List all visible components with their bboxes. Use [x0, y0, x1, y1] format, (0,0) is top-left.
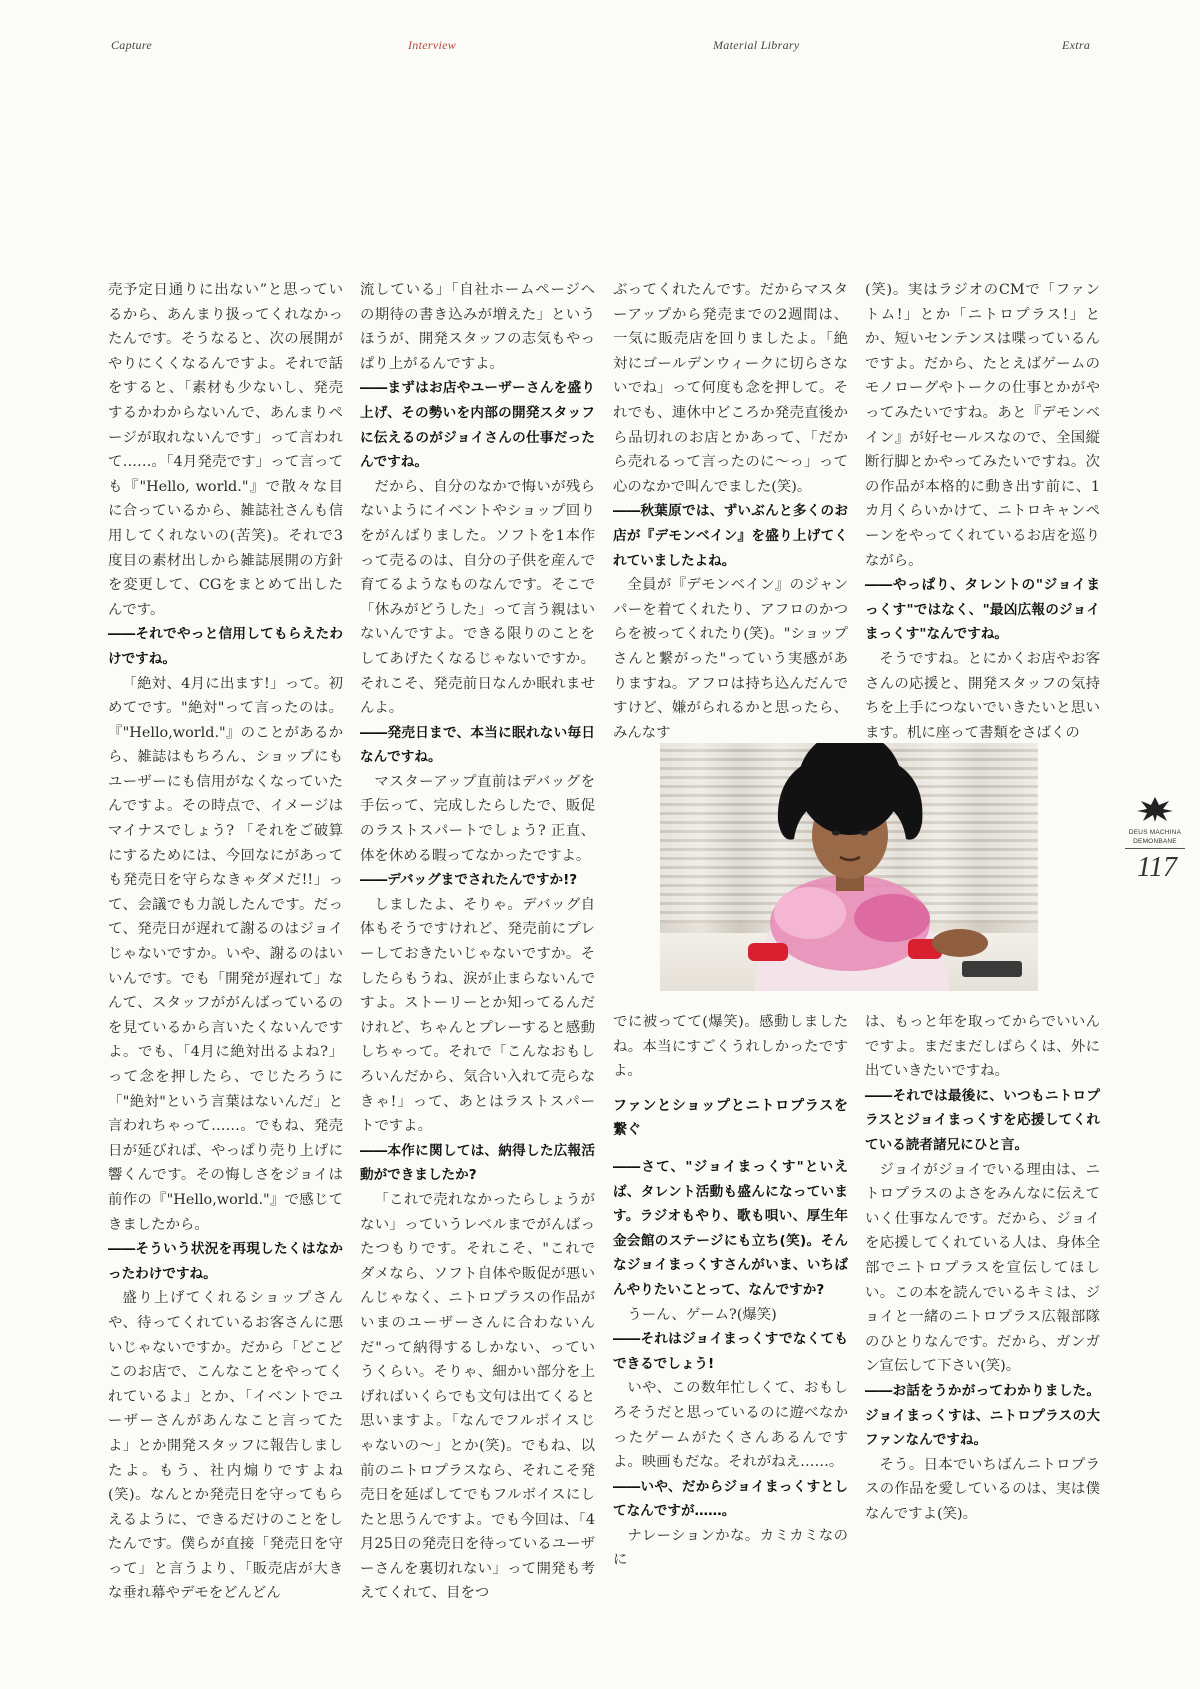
- person-figure: [660, 743, 1038, 991]
- page-number: 117: [1137, 852, 1177, 883]
- section-heading: ファンとショップとニトロプラスを繋ぐ: [613, 1097, 848, 1139]
- logo-divider: [1125, 848, 1185, 849]
- interview-paragraph: そうですね。とにかくお店やお客さんの応援と、開発スタッフの気持ちを上手につないでいきたいと思います。机に座って書類をさばくの: [865, 650, 1100, 741]
- interview-question: ――まずはお店やユーザーさんを盛り上げ、その勢いを内部の開発スタッフに伝えるのがジョイさんの仕事だったんですね。: [360, 380, 595, 471]
- nav-extra[interactable]: Extra: [1062, 38, 1091, 52]
- interview-paragraph: (笑)。実はラジオのCMで「ファントム!」とか「ニトロプラス!」とか、短いセンテンスは喋っているんですよ。だから、たとえばゲームのモノローグやトークの仕事とかがやってみたいですね。あと『デモンベイン』が好セールスなので、全国縦断行脚とかやってみたいですね。次の作品が本格的に動き出す前に、1カ月くらいかけて、ニトロキャンペーンをやってくれているお店を巡りながら。: [865, 282, 1100, 569]
- interview-question: ――それはジョイまっくすでなくてもできるでしょう!: [613, 1331, 848, 1372]
- interview-question: ――やっぱり、タレントの"ジョイまっくす"ではなく、"最凶広報のジョイまっくす"なんですね。: [865, 577, 1100, 643]
- interview-paragraph: でに被ってて(爆笑)。感動しましたね。本当にすごくうれしかったですよ。: [613, 1014, 848, 1080]
- logo-text-1: DEUS MACHINA: [1128, 829, 1182, 836]
- afro-top: [798, 743, 902, 835]
- interview-question: ――秋葉原では、ずいぶんと多くのお店が『デモンベイン』を盛り上げてくれていましたよね。: [613, 503, 848, 569]
- text-column-3-lower: [613, 1010, 848, 1573]
- interview-paragraph: しましたよ、そりゃ。デバッグ自体もそうですけれど、発売前にプレーしておきたいじゃないですか。そしたらもうね、涙が止まらないんですよ。ストーリーとか知ってるんだけれど、ちゃんとプレーすると感動しちゃって。それで「こんなおもしろいんだから、気合い入れて売らなきゃ!」って、あとはラストスパートですよ。: [360, 896, 595, 1135]
- interview-question: ――お話をうかがってわかりました。ジョイまっくすは、ニトロプラスの大ファンなんですね。: [865, 1382, 1100, 1449]
- interview-paragraph: ナレーションかな。カミカミなのに: [613, 1527, 848, 1569]
- interview-paragraph: 全員が『デモンベイン』のジャンパーを着てくれたり、アフロのかつらを被ってくれたり(笑)。"ショップさんと繋がった"っていう実感がありますね。アフロは持ち込んだんですけど、嫌がられるかと思ったら、みんなす: [613, 577, 848, 741]
- interview-question: ――デバッグまでされたんですか!?: [360, 872, 578, 889]
- nav-interview[interactable]: Interview: [408, 38, 457, 52]
- recorder-device: [962, 961, 1022, 977]
- interview-question: ――それでやっと信用してもらえたわけですね。: [108, 626, 343, 667]
- interview-paragraph: マスターアップ直前はデバッグを手伝って、完成したらしたで、販促のラストスパートでしょう? 正直、体を休める暇ってなかったですよ。: [360, 773, 595, 864]
- demonbane-emblem-icon: [1125, 795, 1185, 823]
- interview-paragraph: そう。日本でいちばんニトロプラスの作品を愛しているのは、実は僕なんですよ(笑)。: [865, 1456, 1100, 1522]
- text-column-2: [360, 278, 595, 1606]
- right-hand: [932, 929, 988, 957]
- interview-paragraph: うーん、ゲーム?(爆笑): [627, 1306, 777, 1323]
- nav-material-library[interactable]: Material Library: [713, 38, 800, 52]
- interview-question: ――それでは最後に、いつもニトロプラスとジョイまっくすを応援してくれている読者諸兄にひと言。: [865, 1087, 1100, 1153]
- interview-question: ――さて、"ジョイまっくす"といえば、タレント活動も盛んになっています。ラジオもやり、歌も唄い、厚生年金会館のステージにも立ち(笑)。そんなジョイまっくすさんがいま、いちばんやりたいことって、なんですか?: [613, 1158, 848, 1298]
- interview-paragraph: だから、自分のなかで悔いが残らないようにイベントやショップ回りをがんばりました。ソフトを1本作って売るのは、自分の子供を産んで育てるようなものなんです。そこで「休みがどうした」って言う親はいないんですよ。できる限りのことをしてあげたくなるじゃないですか。それこそ、発売前日なんか眠れませんよ。: [360, 478, 595, 717]
- interview-question: ――いや、だからジョイまっくすとしてなんですが……。: [613, 1478, 848, 1520]
- interview-photo: [660, 743, 1038, 991]
- interview-question: ――本作に関しては、納得した広報活動ができましたか?: [360, 1142, 595, 1184]
- text-column-4: [865, 278, 1100, 745]
- interview-paragraph: 売予定日通りに出ない”と思っているから、あんまり扱ってくれなかったんです。そうなると、次の展開がやりにくくなるんですよ。それで話をすると、「素材も少ないし、発売するかわからないんで、あんまりページが取れないんです」って言われて……。「4月発売です」って言っても『"Hello, world."』で散々な目に合っているから、雑誌社さんも信用してくれないの(苦笑)。それで3度目の素材出しから雑誌展開の方針を変更して、CGをまとめて出したんです。: [108, 282, 343, 618]
- feather-boa-left: [774, 887, 846, 939]
- interview-question: ――そういう状況を再現したくはなかったわけですね。: [108, 1241, 343, 1282]
- section-nav: [0, 38, 1200, 58]
- text-column-3: [613, 278, 848, 745]
- feather-boa-right: [854, 894, 930, 942]
- interview-question: ――発売日まで、本当に眠れない毎日なんですね。: [360, 724, 595, 766]
- interview-paragraph: 「絶対、4月に出ます!」って。初めてです。"絶対"って言ったのは。『"Hello,world."』のことがあるから、雑誌はもちろん、ショップにもユーザーにも信用がなくなっていたんですよ。その時点で、イメージはマイナスでしょう? 「それをご破算にするためには、今回なにがあっても発売日を守らなきゃダメだ!!」って、会議でも力説したんです。だって、発売日が遅れて謝るのはジョイじゃないですか。いや、謝るのはいいんです。でも「開発が遅れて」なんて、スタッフががんばっているのを見ているから言いたくないんですよ。でも、「4月に絶対出るよね?」って念を押したら、でじたろうに「"絶対"という言葉はないんだ」と言われちゃって……。でもね、発売日が延びれば、やっぱり売り上げに響くんです。その悔しさをジョイは前作の『"Hello,world."』で感じてきましたから。: [108, 675, 343, 1233]
- left-wristband: [748, 943, 788, 961]
- text-column-4-lower: [865, 1010, 1100, 1526]
- text-column-1: [108, 278, 343, 1606]
- interview-paragraph: 盛り上げてくれるショップさんや、待ってくれているお客さんに悪いじゃないですか。だから「どこどこのお店で、こんなことをやってくれているよ」とか、「イベントでユーザーさんがあんなこと言ってたよ」とか開発スタッフに報告しましたよ。もう、社内煽りですよね(笑)。なんとか発売日を守ってもらえるように、できるだけのことをしたんです。僕らが直接「発売日を守って」と言うより、「販売店が大きな垂れ幕やデモをどんどん: [108, 1290, 343, 1602]
- deus-machina-logo: [1125, 795, 1185, 849]
- right-eye: [860, 831, 868, 836]
- interview-paragraph: いや、この数年忙しくて、おもしろそうだと思っているのに遊べなかったゲームがたくさんあるんですよ。映画もだな。それがねえ……。: [613, 1380, 848, 1471]
- interview-paragraph: 「これで売れなかったらしょうがない」っていうレベルまでがんばったつもりです。それこそ、"これでダメなら、ソフト自体や販促が悪いんじゃなく、ニトロプラスの作品がいまのユーザーさんに合わないんだ"って納得するしかない、っていうくらい。そりゃ、細かい部分を上げればいくらでも文句は出てくると思いますよ。「なんでフルボイスじゃないの～」とか(笑)。でもね、以前のニトロプラスなら、それこそ発売日を延ばしてでもフルボイスにしたと思うんですよ。でも今回は、「4月25日の発売日を待っているユーザーさんを裏切れない」って開発も考えてくれて、目をつ: [360, 1191, 595, 1602]
- logo-text-2: DEMONBANE: [1133, 838, 1177, 845]
- left-eye: [832, 831, 840, 836]
- interview-paragraph: は、もっと年を取ってからでいいんですよ。まだまだしばらくは、外に出ていきたいですね。: [865, 1014, 1100, 1080]
- interview-paragraph: 流している」「自社ホームページへの期待の書き込みが増えた」というほうが、開発スタッフの志気もやっぱり上がるんですよ。: [360, 282, 595, 372]
- nav-capture[interactable]: Capture: [111, 38, 152, 52]
- interview-paragraph: ぶってくれたんです。だからマスターアップから発売までの2週間は、一気に販売店を回りましたよ。「絶対にゴールデンウィークに切らさないでね」って何度も念を押して。それでも、連休中どころか発売直後から品切れのお店とかあって、「だから売れるって言ったのに～っ」って心のなかで叫んでました(笑)。: [613, 282, 848, 495]
- interview-paragraph: ジョイがジョイでいる理由は、ニトロプラスのよさをみんなに伝えていく仕事なんです。だから、ジョイを応援してくれている人は、身体全部でニトロプラスを宣伝してほしい。この本を読んでいるキミは、ジョイと一緒のニトロプラス広報部隊のひとりなんです。だから、ガンガン宣伝して下さい(笑)。: [865, 1161, 1100, 1375]
